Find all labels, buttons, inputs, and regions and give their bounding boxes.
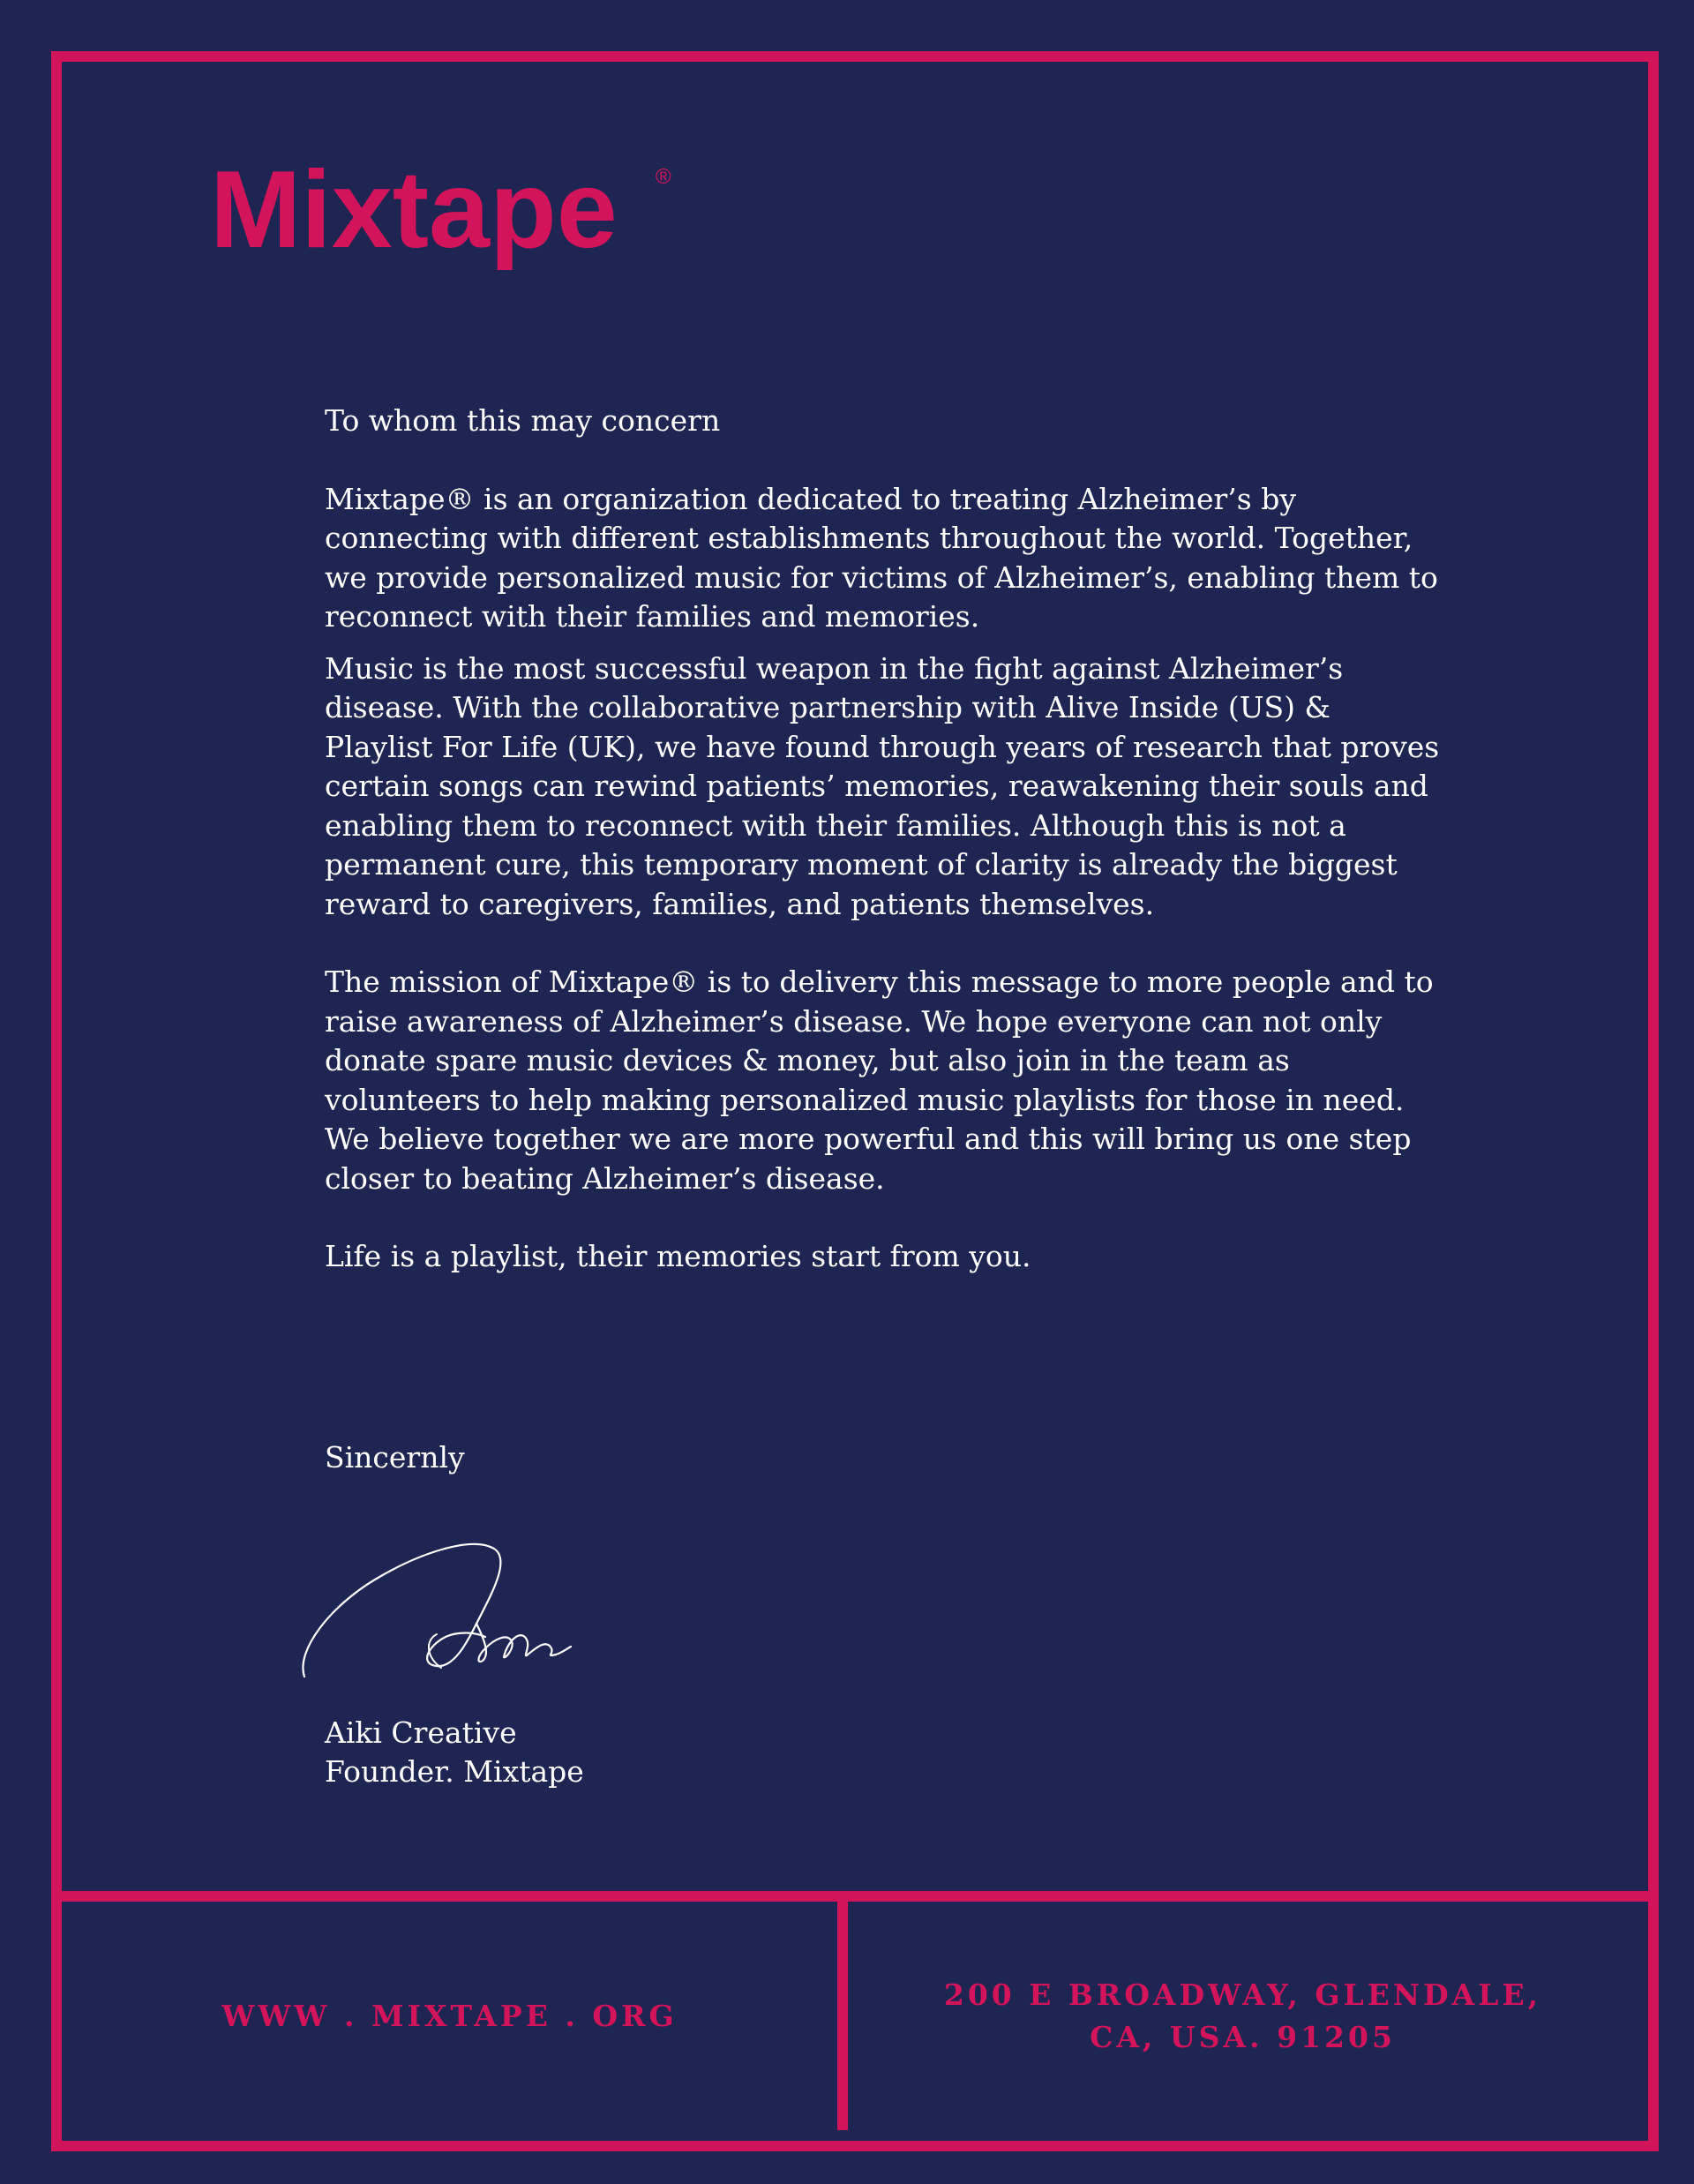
registered-mark: ® bbox=[656, 165, 671, 189]
paragraph-4: Life is a playlist, their memories start from you. bbox=[325, 1239, 1031, 1273]
footer-top-rule bbox=[51, 1891, 1659, 1902]
paragraph-2: Music is the most successful weapon in the fight against Alzheimer’s disease. With the collaborative partnership with Alive Inside (US) & Playlist For Life (UK), we have found through years of research that proves certain songs can rewind patients’ memories, reawakening their souls and enabling them to reconnect with their families. Although this is not a permanent cure, this temporary moment of clarity is already the biggest reward to caregivers, families, and patients themselves. bbox=[325, 650, 1440, 921]
signature bbox=[296, 1535, 578, 1685]
footer-address-cell bbox=[848, 1902, 1638, 2130]
closing: Sincernly bbox=[325, 1440, 465, 1475]
signer-block bbox=[325, 1714, 584, 1791]
signer-title: Founder. Mixtape bbox=[325, 1754, 584, 1789]
signer-name: Aiki Creative bbox=[325, 1715, 517, 1750]
footer-website-cell bbox=[62, 1902, 837, 2130]
paragraph-1: Mixtape® is an organization dedicated to treating Alzheimer’s by connecting with different establishments throughout the world. Together, we provide personalized music for victims of Alzheimer’s, enabling them to reconnect with their families and memories. bbox=[325, 481, 1438, 634]
website-link[interactable]: WWW . MIXTAPE . ORG bbox=[221, 1998, 678, 2033]
mixtape-logo bbox=[210, 150, 686, 282]
logo-text: Mixtape bbox=[210, 150, 618, 271]
address-line-1: 200 E BROADWAY, GLENDALE, bbox=[943, 1977, 1542, 2012]
paragraph-3: The mission of Mixtape® is to delivery this message to more people and to raise awareness of Alzheimer’s disease. We hope everyone can not only donate spare music devices & money, but also join in the team as volunteers to help making personalized music playlists for those in need. We believe together we are more powerful and this will bring us one step closer to beating Alzheimer’s disease. bbox=[325, 964, 1434, 1196]
address bbox=[944, 1974, 1541, 2059]
footer-divider bbox=[837, 1902, 848, 2130]
letter-body bbox=[325, 402, 1445, 1393]
salutation: To whom this may concern bbox=[325, 403, 721, 438]
address-line-2: CA, USA. 91205 bbox=[1090, 2019, 1396, 2054]
